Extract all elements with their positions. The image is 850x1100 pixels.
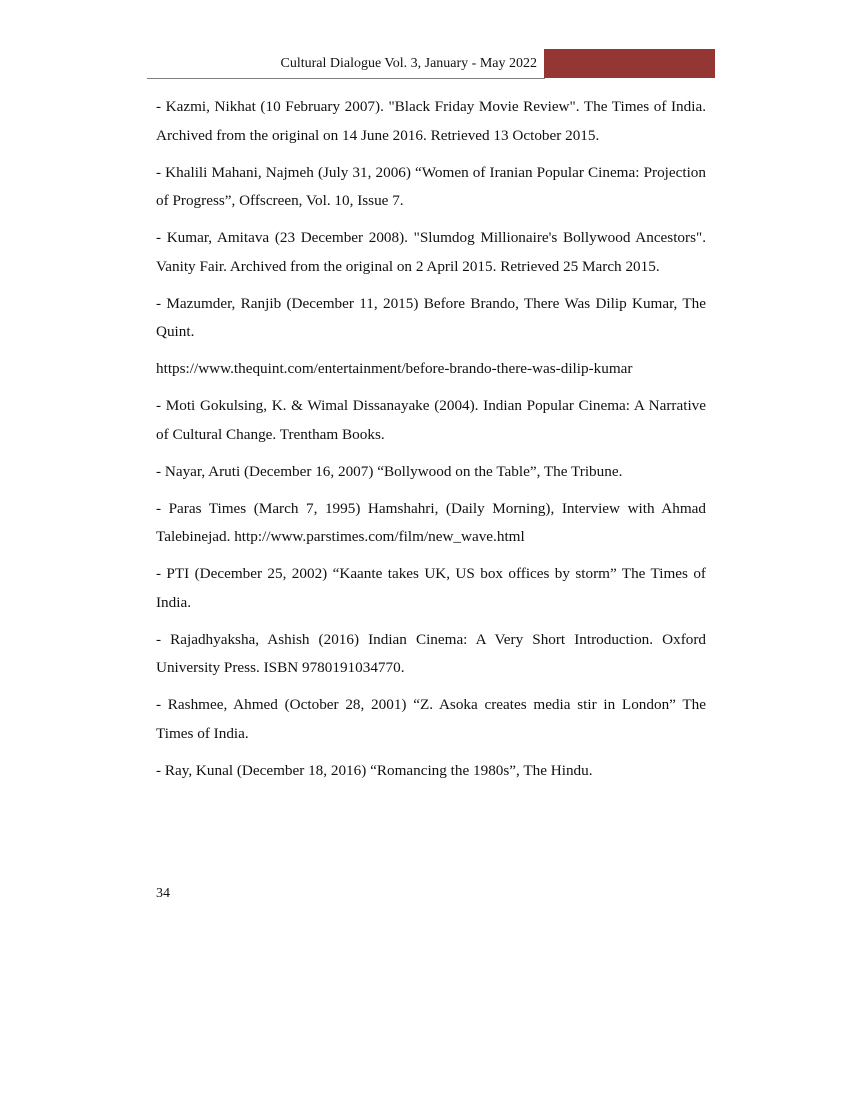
reference-entry: - Moti Gokulsing, K. & Wimal Dissanayake (2004). Indian Popular Cinema: A Narrative of Cultural Change. Trentham Books. [156, 397, 706, 443]
reference-entry: - Khalili Mahani, Najmeh (July 31, 2006) “Women of Iranian Popular Cinema: Projection of Progress”, Offscreen, Vol. 10, Issue 7. [156, 163, 706, 209]
reference-entry: - Rashmee, Ahmed (October 28, 2001) “Z. Asoka creates media stir in London” The Times of India. [156, 696, 706, 742]
journal-title: Cultural Dialogue Vol. 3, January - May 2022 [280, 56, 537, 71]
reference-entry: - PTI (December 25, 2002) “Kaante takes UK, US box offices by storm” The Times of India. [156, 565, 706, 611]
running-header [147, 49, 715, 79]
reference-entry: - Rajadhyaksha, Ashish (2016) Indian Cinema: A Very Short Introduction. Oxford University Press. ISBN 9780191034770. [156, 630, 706, 676]
reference-entry: - Mazumder, Ranjib (December 11, 2015) Before Brando, There Was Dilip Kumar, The Quint. [156, 294, 706, 340]
reference-entry: - Kazmi, Nikhat (10 February 2007). "Black Friday Movie Review". The Times of India. Archived from the original on 14 June 2016. Retrieved 13 October 2015. [156, 98, 706, 144]
reference-entry: - Paras Times (March 7, 1995) Hamshahri, (Daily Morning), Interview with Ahmad Talebinejad. http://www.parstimes.com/film/new_wave.html [156, 499, 706, 545]
reference-url: https://www.thequint.com/entertainment/before-brando-there-was-dilip-kumar [156, 360, 633, 377]
page-number: 34 [156, 886, 170, 901]
reference-entry: - Ray, Kunal (December 18, 2016) “Romancing the 1980s”, The Hindu. [156, 761, 593, 779]
header-accent-band [544, 49, 715, 78]
reference-entry: - Nayar, Aruti (December 16, 2007) “Bollywood on the Table”, The Tribune. [156, 462, 623, 480]
header-rule [147, 78, 545, 79]
reference-entry: - Kumar, Amitava (23 December 2008). "Slumdog Millionaire's Bollywood Ancestors". Vanity Fair. Archived from the original on 2 April 2015. Retrieved 25 March 2015. [156, 229, 706, 275]
reference-list [156, 93, 706, 794]
